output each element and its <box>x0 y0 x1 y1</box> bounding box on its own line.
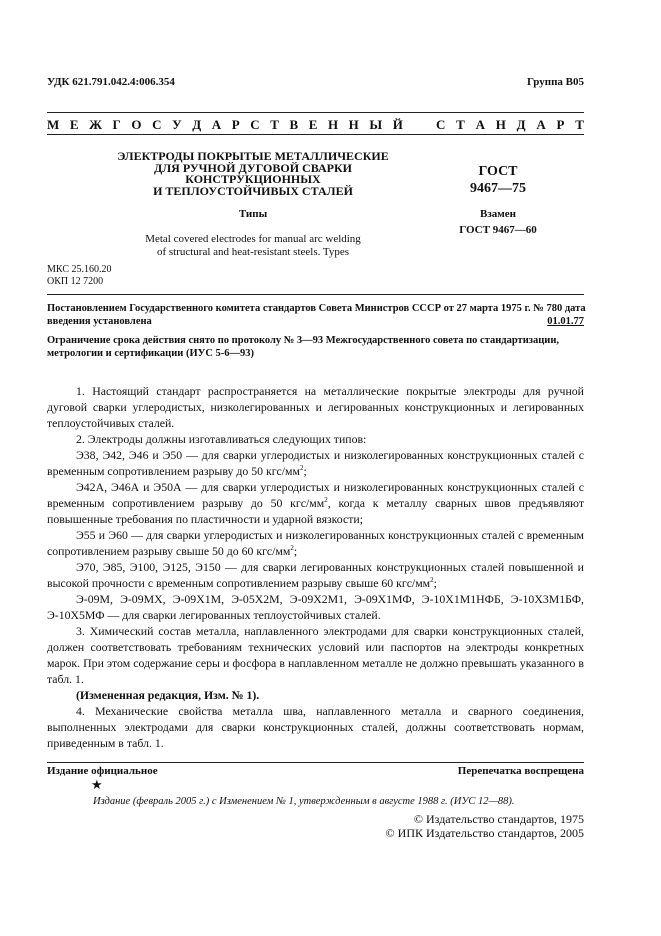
banner-word-standard <box>436 117 584 132</box>
title-line: ДЛЯ РУЧНОЙ ДУГОВОЙ СВАРКИ <box>153 160 352 175</box>
banner-letter: У <box>172 117 182 132</box>
banner-rule <box>47 134 584 135</box>
banner-word-interstate <box>47 117 403 132</box>
banner-letter: С <box>436 117 446 132</box>
gost-label: ГОСТ <box>478 164 518 179</box>
banner-letter: Н <box>327 117 339 132</box>
banner-letter: Т <box>270 117 279 132</box>
edition-note: Издание (февраль 2005 г.) с Изменением № 1, утвержденным в августе 1988 г. (ИУС 12—88). <box>93 796 515 807</box>
banner-letter: С <box>250 117 260 132</box>
banner-letter: Н <box>348 117 359 132</box>
title-line: И ТЕПЛОУСТОЙЧИВЫХ СТАЛЕЙ <box>153 183 353 198</box>
title-line: ЭЛЕКТРОДЫ ПОКРЫТЫЕ МЕТАЛЛИЧЕСКИЕ <box>117 149 389 163</box>
paragraph: Э38, Э42, Э46 и Э50 — для сварки углеродистых и низколегированных конструкционных сталей с временным сопротивлением разрыву до 50 кгс/$мм^2$; <box>47 448 584 478</box>
limitation-line: Ограничение срока действия снято по протоколу № 3—93 Межгосударственного совета по стандартизации, <box>47 335 560 346</box>
paragraph: Э-09М, Э-09МХ, Э-09Х1М, Э-05Х2М, Э-09Х2М1, Э-09Х1МФ, Э-10Х1М1НФБ, Э-10Х3М1БФ, Э-10Х5МФ — для сварки легированных теплоустойчивых сталей. <box>47 592 584 622</box>
top-rule <box>47 112 584 113</box>
group-code: Группа В05 <box>526 76 584 88</box>
banner-letter: Р <box>556 117 565 132</box>
limitation-line: метрологии и сертификации (ИУС 5-6—93) <box>47 348 255 359</box>
decree-line: Постановлением Государственного комитета стандартов Совета Министров СССР от 27 марта 1975 г. № 780 дата <box>47 303 586 314</box>
document-subtitle: Типы <box>238 208 268 220</box>
copyright-2005: © ИПК Издательство стандартов, 2005 <box>385 826 584 840</box>
paragraph: 4. Механические свойства металла шва, наплавленного металла и сварного соединения, выполненных электродами для сварки конструкционных сталей, должны соответствовать нормам, приведенным в табл. 1. <box>47 704 584 750</box>
codes-rule <box>47 294 584 295</box>
banner-letter: А <box>536 117 546 132</box>
paragraph: 3. Химический состав металла, наплавленного электродами для сварки конструкционных сталей, должен соответствовать требованиям технических условий или паспортов на электроды конкретных марок. При этом содержание серы и фосфора в наплавленном металле не должно превышать указанного в табл. 1. <box>47 624 584 686</box>
paragraph: Э55 и Э60 — для сварки углеродистых и низколегированных конструкционных сталей с временным сопротивлением разрыву свыше 50 до 60 кгс/$мм^2$; <box>47 528 584 558</box>
replaces-block <box>432 208 564 237</box>
gost-number: 9467—75 <box>470 181 526 196</box>
star-icon: ★ <box>91 777 103 792</box>
banner-letter: М <box>47 117 60 132</box>
replaces-standard: ГОСТ 9467—60 <box>459 224 537 236</box>
udk-code: УДК 621.791.042.4:006.354 <box>47 76 175 88</box>
banner-letter: А <box>475 117 485 132</box>
banner-letter: Т <box>575 117 584 132</box>
banner-letter: О <box>131 117 142 132</box>
banner-letter: Е <box>308 117 318 132</box>
english-title <box>100 233 406 259</box>
decree-line <box>47 315 584 328</box>
paragraph: Э70, Э85, Э100, Э125, Э150 — для сварки легированных конструкционных сталей повышенной и высокой прочности с временным сопротивлением разрыву свыше 60 кгс/$мм^2$; <box>47 560 584 590</box>
decree-text: введения установлена <box>47 316 152 327</box>
gost-designation <box>442 163 554 197</box>
banner-letter: Й <box>392 117 403 132</box>
banner-letter: А <box>211 117 222 132</box>
banner-letter: Д <box>192 117 202 132</box>
banner-letter: Р <box>231 117 240 132</box>
footer-rule <box>47 762 584 763</box>
okp-code: ОКП 12 7200 <box>47 276 104 287</box>
copyright-1975: © Издательство стандартов, 1975 <box>413 812 584 826</box>
official-edition: Издание официальное <box>47 765 158 777</box>
limitation-note <box>47 334 584 360</box>
paragraph: Э42А, Э46А и Э50А — для сварки углеродистых и низколегированных конструкционных сталей с временным сопротивлением разрыву до 50 кгс/$мм^2$, когда к металлу сварных швов предъявляют повышенные требования по пластичности и ударной вязкости; <box>47 480 584 526</box>
english-title-line: of structural and heat-resistant steels. Types <box>156 246 350 258</box>
banner-letter: Е <box>69 117 79 132</box>
replaces-label: Взамен <box>480 208 516 220</box>
decree <box>47 302 584 328</box>
reprint-notice: Перепечатка воспрещена <box>457 765 584 777</box>
paragraph: 1. Настоящий стандарт распространяется на металлические покрытые электроды для ручной дуговой сварки углеродистых, низколегированных и легированных конструкционных и легированных теплоустойчивых сталей. <box>47 384 584 430</box>
banner-letter: Г <box>112 117 121 132</box>
banner-letter: Т <box>456 117 465 132</box>
standard-banner <box>47 117 584 132</box>
banner-letter: С <box>152 117 162 132</box>
banner-letter: В <box>289 117 299 132</box>
banner-letter: Ж <box>89 117 102 132</box>
document-title <box>100 151 406 197</box>
amendment-note: (Измененная редакция, Изм. № 1). <box>76 688 260 702</box>
mks-code: МКС 25.160.20 <box>47 264 112 275</box>
banner-letter: Ы <box>369 117 383 132</box>
paragraph: 2. Электроды должны изготавливаться следующих типов: <box>76 432 367 446</box>
banner-letter: Д <box>516 117 526 132</box>
document-body <box>47 383 584 751</box>
english-title-line: Metal covered electrodes for manual arc welding <box>145 233 361 245</box>
banner-letter: Н <box>495 117 506 132</box>
effective-date: 01.01.77 <box>547 316 584 327</box>
classification-codes <box>47 264 111 288</box>
title-line: КОНСТРУКЦИОННЫХ <box>185 172 321 186</box>
